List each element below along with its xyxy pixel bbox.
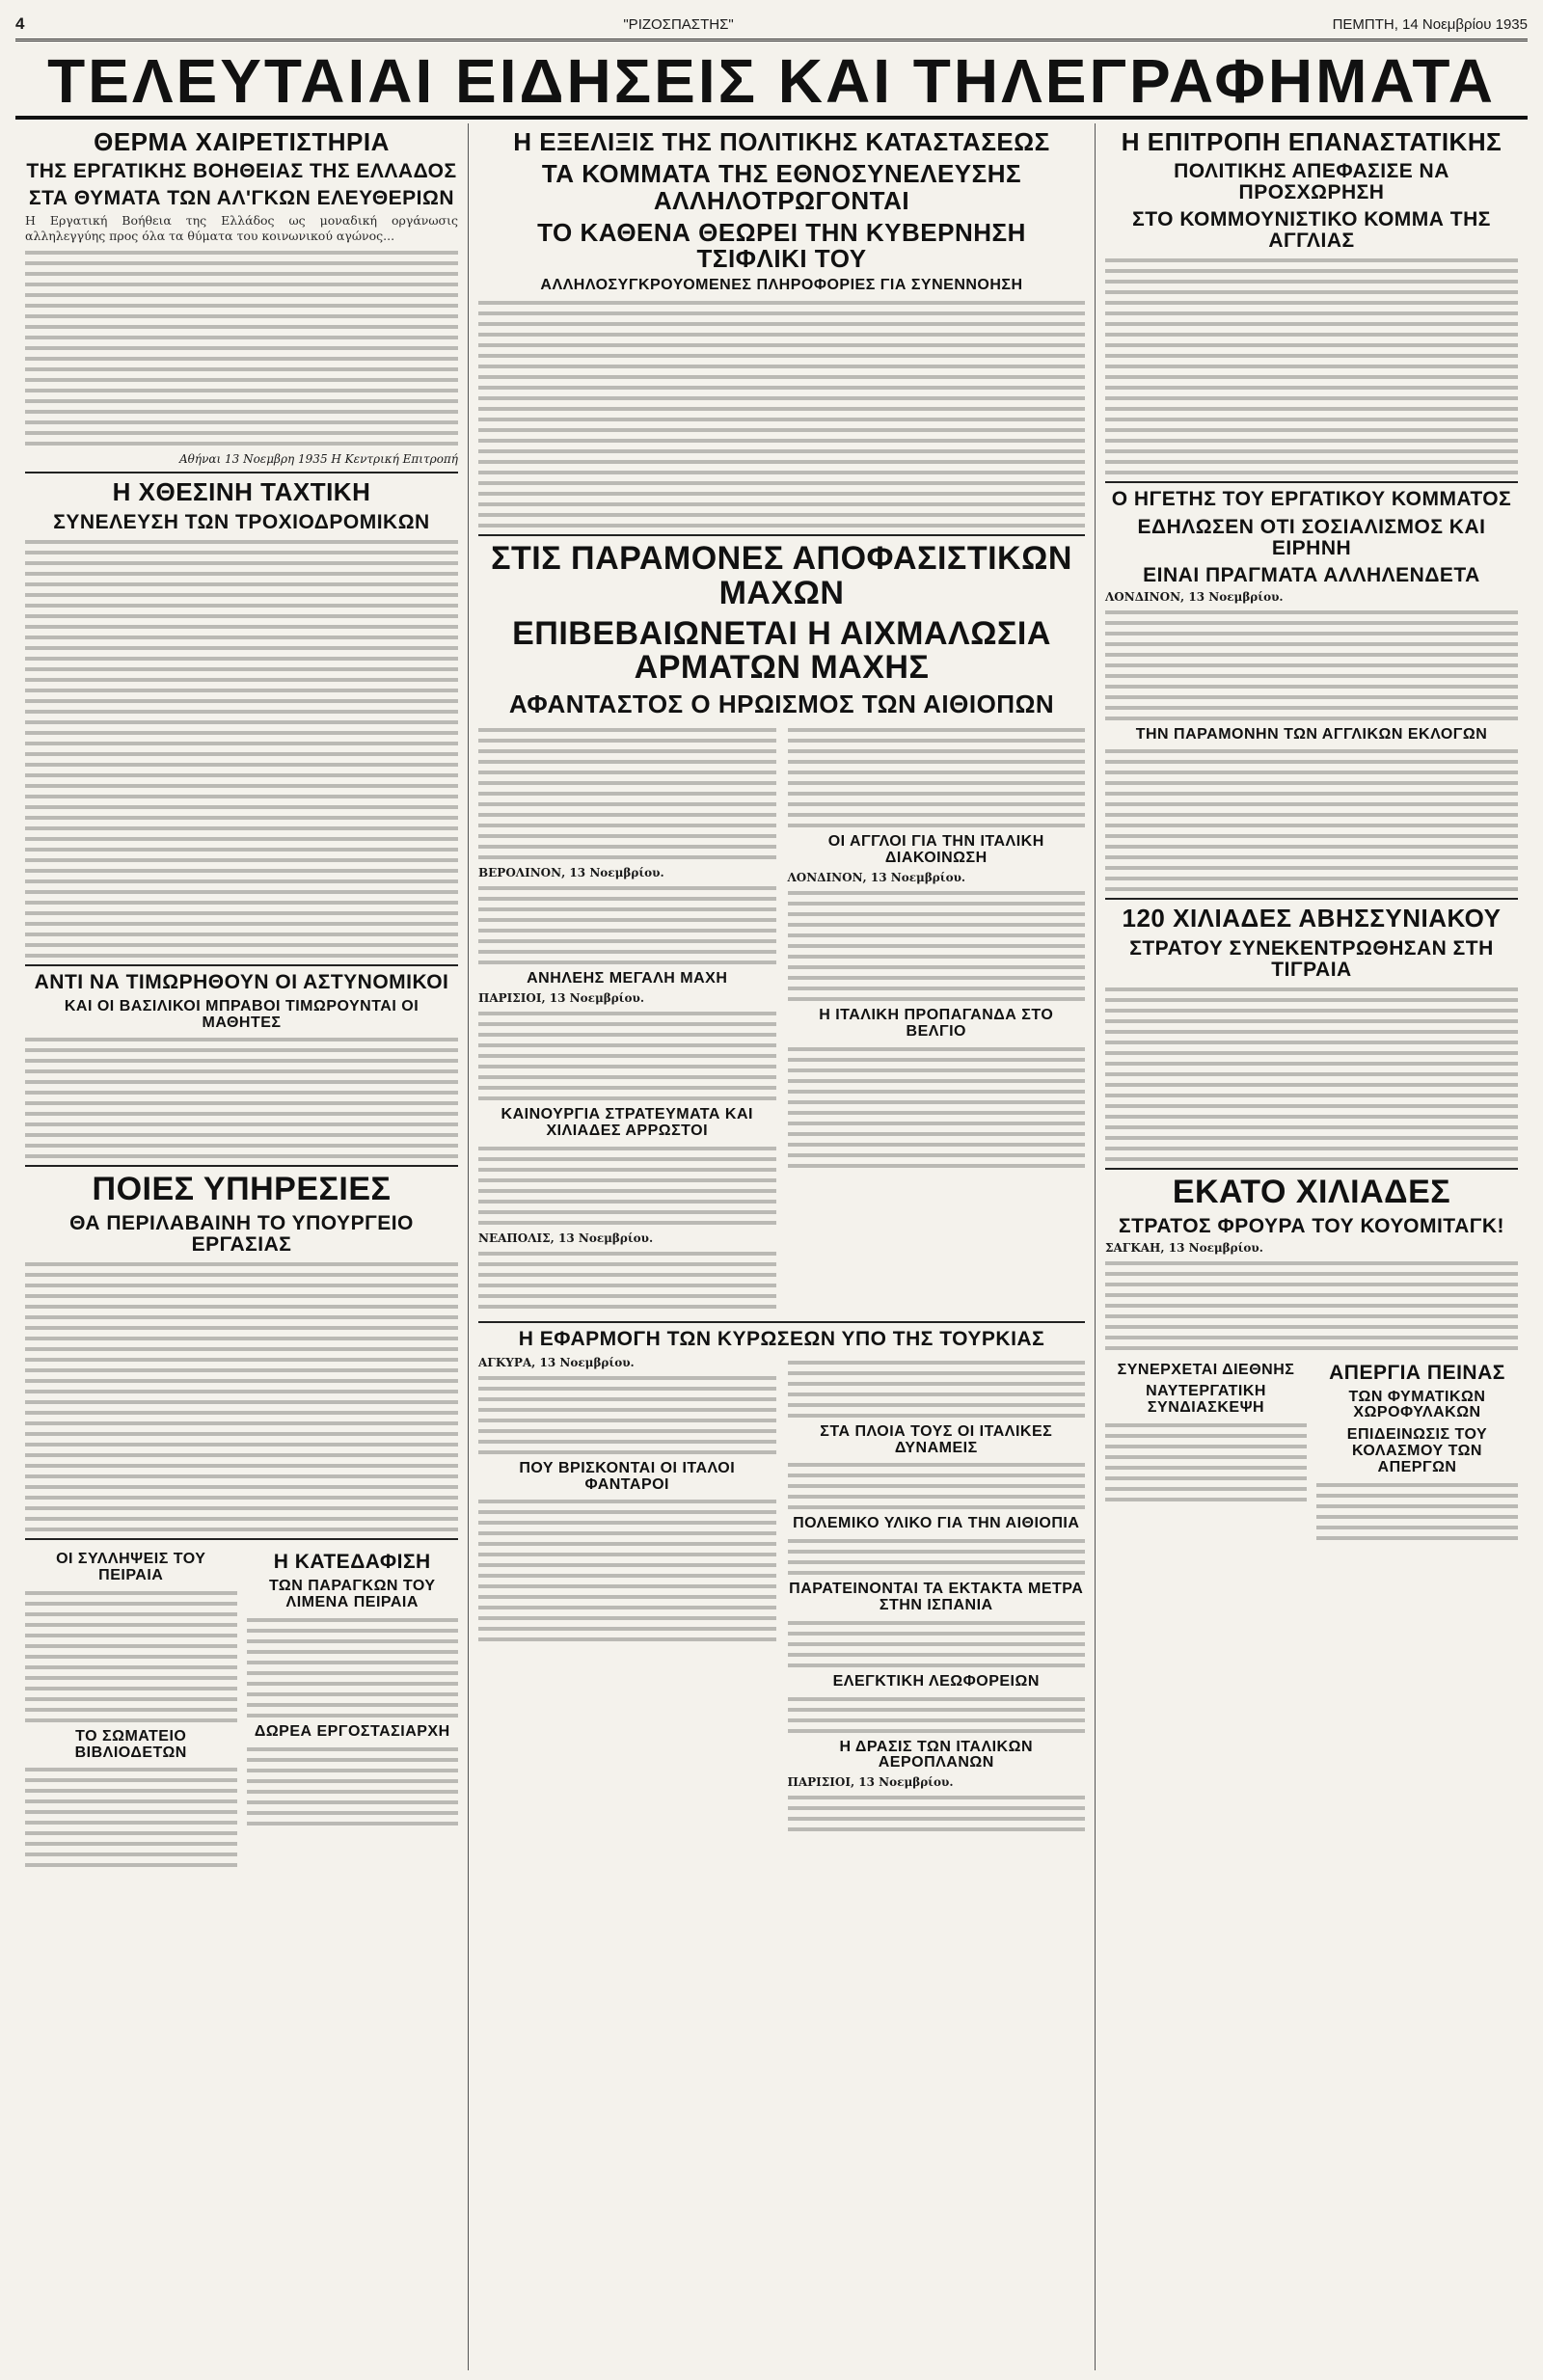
headline-120-chiliades: 120 ΧΙΛΙΑΔΕΣ ΑΒΗΣΣΥΝΙΑΚΟΥ <box>1122 904 1502 933</box>
article-body-text <box>788 1047 1086 1168</box>
dateline: ΝΕΑΠΟΛΙΣ, 13 Νοεμβρίου. <box>478 1231 654 1245</box>
headline-thermachairetistiria: ΘΕΡΜΑ ΧΑΙΡΕΤΙΣΤΗΡΙΑ <box>94 127 390 156</box>
article-body-text <box>788 1539 1086 1575</box>
page-number: 4 <box>15 14 25 33</box>
article-body-text <box>478 1012 776 1100</box>
article-body-text <box>478 1500 776 1641</box>
column-right <box>1096 123 1528 2370</box>
article-body-text <box>25 1768 237 1867</box>
headline-dorea-ergostasiarchi: ΔΩΡΕΑ ΕΡΓΟΣΤΑΣΙΑΡΧΗ <box>254 1722 450 1740</box>
headline-epitropi-epanastatikis: Η ΕΠΙΤΡΟΠΗ ΕΠΑΝΑΣΤΑΤΙΚΗΣ <box>1121 127 1502 156</box>
subhead-ypourgeio-ergasias: ΘΑ ΠΕΡΙΛΑΒΑΙΝΗ ΤΟ ΥΠΟΥΡΓΕΙΟ ΕΡΓΑΣΙΑΣ <box>69 1212 414 1257</box>
issue-date: ΠΕΜΠΤΗ, 14 Νοεμβρίου 1935 <box>1332 15 1528 33</box>
article-body-text <box>788 1361 1086 1418</box>
paper-name: "ΡΙΖΟΣΠΑΣΤΗΣ" <box>623 15 734 33</box>
newspaper-page <box>15 10 1528 2370</box>
article-body-text <box>25 1591 237 1722</box>
subhead-fymatikon-chorofylakon: ΤΩΝ ΦΥΜΑΤΙΚΩΝ ΧΩΡΟΦΥΛΑΚΩΝ <box>1348 1388 1486 1421</box>
headline-poies-ypiresies: ΠΟΙΕΣ ΥΠΗΡΕΣΙΕΣ <box>92 1171 392 1208</box>
subhead-tigraia: ΣΤΡΑΤΟΥ ΣΥΝΕΚΕΝΤΡΩΘΗΣΑΝ ΣΤΗ ΤΙΓΡΑΙΑ <box>1129 936 1494 981</box>
subhead-sosialismos-eirini: ΕΔΗΛΩΣΕΝ ΟΤΙ ΣΟΣΙΑΛΙΣΜΟΣ ΚΑΙ ΕΙΡΗΝΗ <box>1137 515 1486 559</box>
headline-somateio-vivliodeton: ΤΟ ΣΩΜΑΤΕΙΟ ΒΙΒΛΙΟΔΕΤΩΝ <box>74 1727 187 1761</box>
article-signature: Αθήναι 13 Νοεμβρη 1935 Η Κεντρική Επιτροπή <box>179 452 458 467</box>
dateline: ΛΟΝΔΙΝΟΝ, 13 Νοεμβρίου. <box>1105 589 1284 604</box>
article-body-text <box>478 1252 776 1309</box>
headline-astynomikoi: ΑΝΤΙ ΝΑ ΤΙΜΩΡΗΘΟΥΝ ΟΙ ΑΣΤΥΝΟΜΙΚΟΙ <box>34 970 449 993</box>
article-body-text <box>247 1747 459 1826</box>
headline-igetis-ergatikou: Ο ΗΓΕΤΗΣ ΤΟΥ ΕΡΓΑΤΙΚΟΥ ΚΟΜΜΑΤΟΣ <box>1111 488 1512 511</box>
headline-paramones-machon: ΣΤΙΣ ΠΑΡΑΜΟΝΕΣ ΑΠΟΦΑΣΙΣΤΙΚΩΝ ΜΑΧΩΝ <box>491 540 1072 611</box>
article-body-text <box>478 886 776 964</box>
article-body-text <box>1316 1483 1518 1540</box>
subhead-thymata: ΣΤΑ ΘΥΜΑΤΑ ΤΩΝ ΑΛ'ΓΚΩΝ ΕΛΕΥΘΕΡΙΩΝ <box>28 187 455 210</box>
headline-italoi-fantaroi: ΠΟΥ ΒΡΙΣΚΟΝΤΑΙ ΟΙ ΙΤΑΛΟΙ ΦΑΝΤΑΡΟΙ <box>519 1459 736 1493</box>
headline-aneliis-machi: ΑΝΗΛΕΗΣ ΜΕΓΑΛΗ ΜΑΧΗ <box>527 970 728 987</box>
subhead-kouomitagk: ΣΤΡΑΤΟΣ ΦΡΟΥΡΑ ΤΟΥ ΚΟΥΟΜΙΤΑΓΚ! <box>1118 1214 1505 1237</box>
dateline: ΒΕΡΟΛΙΝΟΝ, 13 Νοεμβρίου. <box>478 866 664 880</box>
article-body-text <box>478 1147 776 1225</box>
headline-kainourgia-stratevmata: ΚΑΙΝΟΥΡΓΙΑ ΣΤΡΑΤΕΥΜΑΤΑ ΚΑΙ ΧΙΛΙΑΔΕΣ ΑΡΡΩΣΤΟΙ <box>501 1106 753 1139</box>
article-body-text <box>788 1463 1086 1509</box>
article-body-text <box>788 891 1086 1001</box>
article-body-text <box>1105 1423 1307 1501</box>
headline-iroismos-aithiopon: ΑΦΑΝΤΑΣΤΟΣ Ο ΗΡΩΙΣΜΟΣ ΤΩΝ ΑΙΘΙΟΠΩΝ <box>508 690 1055 719</box>
headline-kathena-theorei: ΤΟ ΚΑΘΕΝΑ ΘΕΩΡΕΙ ΤΗΝ ΚΥΒΕΡΝΗΣΗ ΤΣΙΦΛΙΚΙ ΤΟΥ <box>537 217 1026 274</box>
headline-aichmalosia-armaton: ΕΠΙΒΕΒΑΙΩΝΕΤΑΙ Η ΑΙΧΜΑΛΩΣΙΑ ΑΡΜΑΤΩΝ ΜΑΧΗΣ <box>512 614 1051 687</box>
article-body-text <box>25 251 458 446</box>
dateline: ΛΟΝΔΙΝΟΝ, 13 Νοεμβρίου. <box>787 870 966 884</box>
article-body-text <box>25 540 458 958</box>
subhead-ergatiki-voitheia: ΤΗΣ ΕΡΓΑΤΙΚΗΣ ΒΟΗΘΕΙΑΣ ΤΗΣ ΕΛΛΑΔΟΣ <box>26 160 457 183</box>
dateline: ΣΑΓΚΑΗ, 13 Νοεμβρίου. <box>1105 1240 1263 1255</box>
column-left <box>15 123 469 2370</box>
headline-paramoni-eklogon: ΤΗΝ ΠΑΡΑΜΟΝΗΝ ΤΩΝ ΑΓΓΛΙΚΩΝ ΕΚΛΟΓΩΝ <box>1135 725 1488 743</box>
headline-ektakta-metra-ispania: ΠΑΡΑΤΕΙΝΟΝΤΑΙ ΤΑ ΕΚΤΑΚΤΑ ΜΕΤΡΑ ΣΤΗΝ ΙΣΠΑΝΙΑ <box>789 1581 1084 1613</box>
headline-elegktiki-leoforeion: ΕΛΕΓΚΤΙΚΗ ΛΕΩΦΟΡΕΙΩΝ <box>832 1672 1040 1690</box>
article-body-text <box>788 1697 1086 1733</box>
headline-polemiko-yliko: ΠΟΛΕΜΙΚΟ ΥΛΙΚΟ ΓΙΑ ΤΗΝ ΑΙΘΙΟΠΙΑ <box>793 1515 1080 1532</box>
article-body-text <box>1105 987 1518 1161</box>
headline-angloi-italiki-diakoinosi: ΟΙ ΑΓΓΛΟΙ ΓΙΑ ΤΗΝ ΙΤΑΛΙΚΗ ΔΙΑΚΟΙΝΩΣΗ <box>827 833 1044 867</box>
subhead-trochiodromikon: ΣΥΝΕΛΕΥΣΗ ΤΩΝ ΤΡΟΧΙΟΔΡΟΜΙΚΩΝ <box>53 510 430 533</box>
headline-propaganda-velgio: Η ΙΤΑΛΙΚΗ ΠΡΟΠΑΓΑΝΔΑ ΣΤΟ ΒΕΛΓΙΟ <box>819 1006 1054 1040</box>
column-center <box>469 123 1096 2370</box>
article-body-text <box>247 1618 459 1717</box>
subhead-allilendeta: ΕΙΝΑΙ ΠΡΑΓΜΑΤΑ ΑΛΛΗΛΕΝΔΕΤΑ <box>1143 563 1480 586</box>
article-body-text <box>478 1376 776 1454</box>
subhead-kommounistiko-komma: ΣΤΟ ΚΟΜΜΟΥΝΙΣΤΙΚΟ ΚΟΜΜΑ ΤΗΣ ΑΓΓΛΙΑΣ <box>1132 208 1491 253</box>
headline-italikes-dynameis: ΣΤΑ ΠΛΟΙΑ ΤΟΥΣ ΟΙ ΙΤΑΛΙΚΕΣ ΔΥΝΑΜΕΙΣ <box>820 1422 1053 1456</box>
headline-kommata-ethnosyneleysis: ΤΑ ΚΟΜΜΑΤΑ ΤΗΣ ΕΘΝΟΣΥΝΕΛΕΥΣΗΣ ΑΛΛΗΛΟΤΡΩΓΟΝΤΑΙ <box>541 159 1022 215</box>
subhead-synennoisi: ΑΛΛΗΛΟΣΥΓΚΡΟΥΟΜΕΝΕΣ ΠΛΗΡΟΦΟΡΙΕΣ ΓΙΑ ΣΥΝΕΝΝΟΗΣΗ <box>540 277 1023 294</box>
subhead-mathites: ΚΑΙ ΟΙ ΒΑΣΙΛΙΚΟΙ ΜΠΡΑΒΟΙ ΤΙΜΩΡΟΥΝΤΑΙ ΟΙ ΜΑΘΗΤΕΣ <box>64 997 420 1031</box>
headline-apergia-peinas: ΑΠΕΡΓΙΑ ΠΕΙΝΑΣ <box>1329 1361 1505 1384</box>
article-body-text <box>788 728 1086 827</box>
headline-ekato-chiliades: ΕΚΑΤΟ ΧΙΛΙΑΔΕΣ <box>1172 1173 1451 1210</box>
article-body-text <box>25 1262 458 1531</box>
article-body-text <box>1105 1261 1518 1350</box>
headline-taktiki: Η ΧΘΕΣΙΝΗ ΤΑΧΤΙΚΗ <box>112 477 371 507</box>
article-lead: Η Εργατική Βοήθεια της Ελλάδος ως μοναδική οργάνωσις αλληλεγγύης προς όλα τα θύματα του κοινωνικού αγώνος... <box>25 213 458 244</box>
headline-drasis-aeroplanon: Η ΔΡΑΣΙΣ ΤΩΝ ΙΤΑΛΙΚΩΝ ΑΕΡΟΠΛΑΝΩΝ <box>839 1738 1033 1771</box>
article-body-text <box>478 301 1085 527</box>
subhead-paragkes-limena: ΤΩΝ ΠΑΡΑΓΚΩΝ ΤΟΥ ΛΙΜΕΝΑ ΠΕΙΡΑΙΑ <box>268 1578 436 1610</box>
article-body-text <box>1105 258 1518 474</box>
subhead-naftergatiki: ΝΑΥΤΕΡΓΑΤΙΚΗ ΣΥΝΔΙΑΣΚΕΨΗ <box>1146 1383 1266 1417</box>
subhead-epideinosis-kolasmou: ΕΠΙΔΕΙΝΩΣΙΣ ΤΟΥ ΚΟΛΑΣΜΟΥ ΤΩΝ ΑΠΕΡΓΩΝ <box>1346 1426 1488 1475</box>
article-body-text <box>1105 610 1518 720</box>
article-body-text <box>1105 749 1518 891</box>
dateline: ΠΑΡΙΣΙΟΙ, 13 Νοεμβρίου. <box>478 991 644 1006</box>
article-body-text <box>25 1038 458 1158</box>
headline-katedafisi: Η ΚΑΤΕΔΑΦΙΣΗ <box>273 1551 431 1574</box>
article-body-text <box>478 728 776 859</box>
page-banner-title: ΤΕΛΕΥΤΑΙΑΙ ΕΙΔΗΣΕΙΣ ΚΑΙ ΤΗΛΕΓΡΑΦΗΜΑΤΑ <box>15 46 1528 120</box>
dateline: ΑΓΚΥΡΑ, 13 Νοεμβρίου. <box>478 1355 635 1369</box>
dateline: ΠΑΡΙΣΙΟΙ, 13 Νοεμβρίου. <box>787 1775 954 1790</box>
headline-kyroseis-tourkias: Η ΕΦΑΡΜΟΓΗ ΤΩΝ ΚΥΡΩΣΕΩΝ ΥΠΟ ΤΗΣ ΤΟΥΡΚΙΑΣ <box>518 1327 1045 1350</box>
headline-syllipseis-peiraia: ΟΙ ΣΥΛΛΗΨΕΙΣ ΤΟΥ ΠΕΙΡΑΙΑ <box>56 1551 206 1583</box>
headline-diethnis-syndiaskepsi: ΣΥΝΕΡΧΕΤΑΙ ΔΙΕΘΝΗΣ <box>1117 1361 1295 1378</box>
article-body-text <box>788 1621 1086 1667</box>
masthead-strip <box>15 10 1528 41</box>
subhead-apefasise-proschorisi: ΠΟΛΙΤΙΚΗΣ ΑΠΕΦΑΣΙΣΕ ΝΑ ΠΡΟΣΧΩΡΗΣΗ <box>1174 160 1449 204</box>
article-body-text <box>788 1796 1086 1831</box>
headline-exelixis-politikis: Η ΕΞΕΛΙΞΙΣ ΤΗΣ ΠΟΛΙΤΙΚΗΣ ΚΑΤΑΣΤΑΣΕΩΣ <box>513 127 1050 156</box>
